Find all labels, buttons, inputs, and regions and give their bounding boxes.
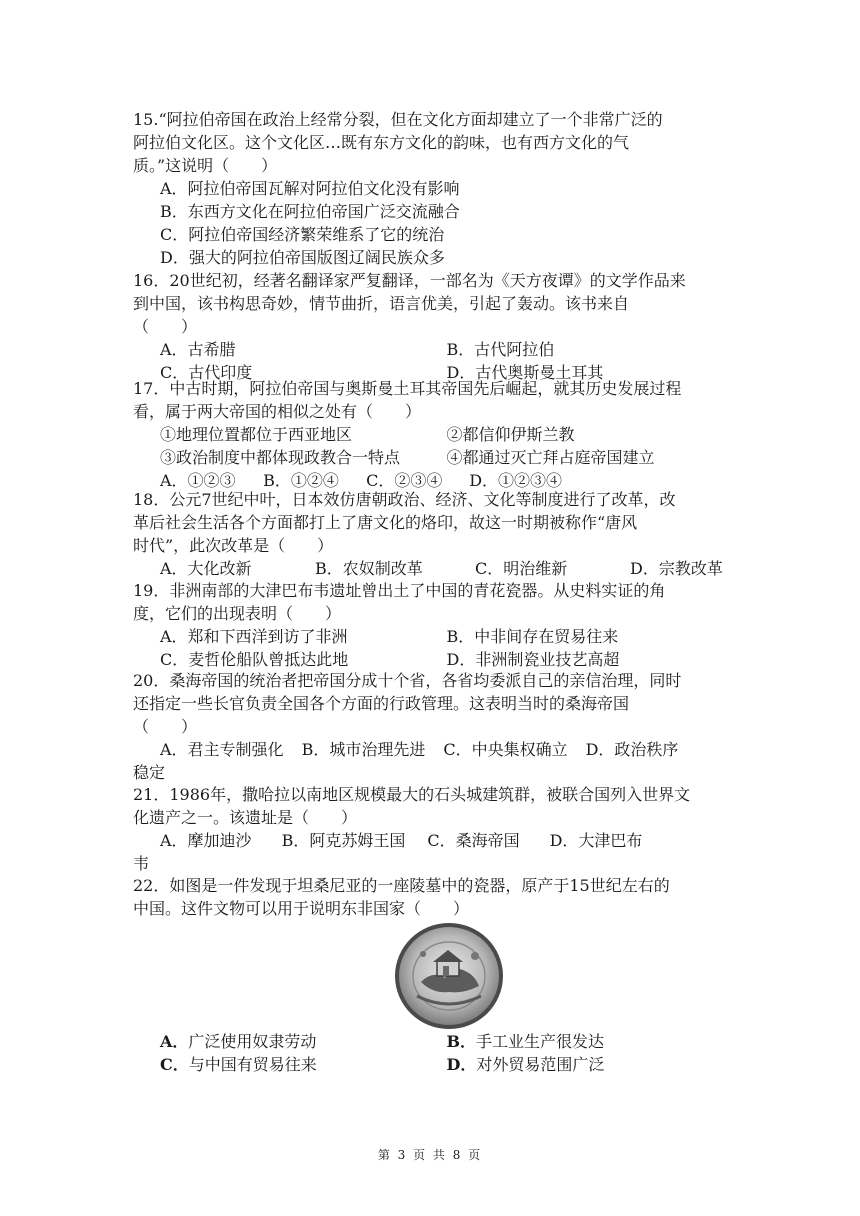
question-stem (133, 377, 733, 423)
page-footer: 第 3 页 共 8 页 (377, 1148, 483, 1162)
option-label: B． (446, 1032, 477, 1051)
question-stem (133, 874, 733, 920)
option-label: A． (160, 1032, 189, 1051)
stem-line: 革后社会生活各个方面都打上了唐文化的烙印，故这一时期被称作“唐风 (133, 513, 638, 532)
question-22 (133, 874, 733, 920)
option-b: B．东西方文化在阿拉伯帝国广泛交流融合 (160, 202, 460, 221)
option-b: B．①②④ (263, 471, 339, 490)
option-d: D．非洲制瓷业技艺高超 (446, 650, 620, 669)
question-16 (133, 269, 733, 384)
stem-line: 化遗产之一。该遗址是（ ） (133, 808, 358, 827)
stem-line: （ ） (133, 317, 198, 336)
option-d: D．大津巴布 (549, 831, 643, 850)
option-text: 对外贸易范围广泛 (476, 1055, 605, 1074)
option-b (447, 1030, 734, 1053)
stem-line: 15.“阿拉伯帝国在政治上经常分裂，但在文化方面却建立了一个非常广泛的 (133, 110, 663, 129)
option-c: C．中央集权确立 (443, 740, 568, 759)
stem-line: 17．中古时期，阿拉伯帝国与奥斯曼土耳其帝国先后崛起，就其历史发展过程 (133, 379, 682, 398)
option-c: C．古代印度 (160, 363, 253, 382)
question-stem (133, 579, 733, 625)
stem-line: 21．1986年，撒哈拉以南地区规模最大的石头城建筑群，被联合国列入世界文 (133, 785, 691, 804)
statement-1: ①地理位置都位于西亚地区 (160, 425, 353, 444)
option-a: A．①②③ (160, 471, 236, 490)
stem-line: 质。”这说明（ ） (133, 156, 278, 175)
question-17 (133, 377, 733, 492)
question-20 (133, 669, 733, 784)
stem-line: 18．公元7世纪中叶，日本效仿唐朝政治、经济、文化等制度进行了改革，改 (133, 490, 676, 509)
stem-line: 度，它们的出现表明（ ） (133, 604, 342, 623)
option-c: C．麦哲伦船队曾抵达此地 (160, 650, 349, 669)
option-a: A．古希腊 (160, 340, 236, 359)
option-d: D．宗教改革 (630, 559, 723, 578)
option-c: C．桑海帝国 (427, 831, 520, 850)
option-a: A．大化改新 (160, 559, 252, 578)
option-b: B．城市治理先进 (301, 740, 426, 759)
option-a: A．君主专制强化 (160, 740, 284, 759)
option-c: C．②③④ (366, 471, 443, 490)
option-label: C． (160, 1055, 189, 1074)
stem-line: 还指定一些长官负责全国各个方面的行政管理。这表明当时的桑海帝国 (133, 694, 630, 713)
option-a: A．郑和下西洋到访了非洲 (160, 627, 348, 646)
option-d-wrap: 韦 (133, 854, 150, 873)
option-b: B．阿克苏姆王国 (281, 831, 406, 850)
stem-line: 阿拉伯文化区。这个文化区…既有东方文化的韵味，也有西方文化的气 (133, 133, 630, 152)
option-c (160, 1053, 447, 1076)
question-stem (133, 669, 733, 738)
option-a: A．阿拉伯帝国瓦解对阿拉伯文化没有影响 (160, 179, 460, 198)
option-text: 手工业生产很发达 (476, 1032, 605, 1051)
stem-line: 19．非洲南部的大津巴布韦遗址曾出土了中国的青花瓷器。从史料实证的角 (133, 581, 666, 600)
stem-line: 时代”，此次改革是（ ） (133, 536, 334, 555)
porcelain-dish-image (393, 920, 505, 1032)
statement-4: ④都通过灭亡拜占庭帝国建立 (446, 448, 655, 467)
option-a (160, 1030, 447, 1053)
option-d: D．古代奥斯曼土耳其 (446, 363, 604, 382)
option-text: 与中国有贸易往来 (188, 1055, 317, 1074)
option-a: A．摩加迪沙 (160, 831, 252, 850)
option-d-wrap: 稳定 (133, 763, 166, 782)
stem-line: 22．如图是一件发现于坦桑尼亚的一座陵墓中的瓷器，原产于15世纪左右的 (133, 876, 670, 895)
option-d (447, 1053, 734, 1076)
stem-line: 中国。这件文物可以用于说明东非国家（ ） (133, 899, 470, 918)
option-b: B．古代阿拉伯 (446, 340, 555, 359)
statement-3: ③政治制度中都体现政教合一特点 (160, 448, 401, 467)
stem-line: 看，属于两大帝国的相似之处有（ ） (133, 402, 422, 421)
question-19 (133, 579, 733, 671)
question-18 (133, 488, 733, 580)
question-stem (133, 108, 733, 177)
option-d: D．①②③④ (469, 471, 563, 490)
option-d: D．强大的阿拉伯帝国版图辽阔民族众多 (160, 248, 445, 267)
option-text: 广泛使用奴隶劳动 (188, 1032, 317, 1051)
question-21 (133, 783, 733, 875)
stem-line: 到中国，该书构思奇妙，情节曲折，语言优美，引起了轰动。该书来自 (133, 294, 630, 313)
question-stem (133, 783, 733, 829)
option-label: D． (446, 1055, 477, 1074)
question-stem (133, 269, 733, 338)
option-c: C．明治维新 (475, 559, 568, 578)
question-stem (133, 488, 733, 557)
option-c: C．阿拉伯帝国经济繁荣维系了它的统治 (160, 225, 445, 244)
stem-line: 20．桑海帝国的统治者把帝国分成十个省，各省均委派自己的亲信治理，同时 (133, 671, 682, 690)
stem-line: （ ） (133, 717, 198, 736)
option-b: B．农奴制改革 (315, 559, 423, 578)
option-b: B．中非间存在贸易往来 (446, 627, 619, 646)
statement-2: ②都信仰伊斯兰教 (446, 425, 575, 444)
stem-line: 16．20世纪初，经著名翻译家严复翻译，一部名为《天方夜谭》的文学作品来 (133, 271, 686, 290)
option-d: D．政治秩序 (585, 740, 679, 759)
question-22-options (133, 1030, 733, 1076)
question-15 (133, 108, 733, 269)
